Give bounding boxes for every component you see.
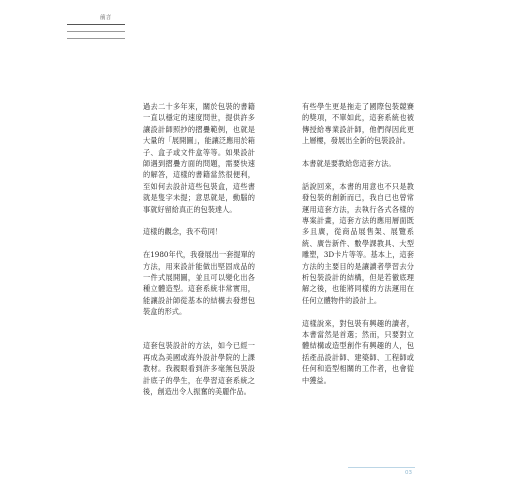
header-rule (67, 24, 125, 25)
paragraph: 話說回來，本書的用意也不只是教發包裝的創新而已，我自已也曾常運用這套方法，去執行各式各樣的專案計畫，這套方法的應用層面既多且廣，從商品展售架、展覽系統、廣告新件、數學課教具、大型雕塑，3D卡片等等。基本上，這套方法的主要目的是讓讀者學習去分析包裝設計的結構，但是若徹底理解之後，也能將同樣的方法運用在任何立體物件的設計上。 (302, 181, 414, 305)
paragraph: 過去二十多年來，關於包裝的書籍一直以穩定的速度問世，提供許多讓設計師照抄的摺疊範例，也就是大量的「展開圖」，能讓泛應用於箱子、盒子或文件盒等等。如果設計師遇到摺疊方面的問題，需要快速的解答，這樣的書籍當然很便利，至如何去設計這些包裝盒，這些書就是隻字未提；意思就是，動腦的事就好留給真正的包裝達人。 (143, 102, 255, 214)
paragraph: 在1980年代，我發展出一套提單的方法，用來設計能做出堅固成品的一件式展開圖，並且可以變化出各種立體造型。這套系統非常實用，能讓設計師從基本的結構去發想包裝盒的形式。 (143, 250, 255, 317)
paragraph: 這套包裝設計的方法，如今已經一再成為美國或海外設計學院的上課教材。我親眼看到許多毫無包裝設計底子的學生，在學習這套系統之後，創造出令人振奮的美麗作品。 (143, 341, 255, 397)
paragraph: 這樣說來，對包裝有興趣的讀者，本書當然是首選；然而，只要對立體結構或造型創作有興趣的人，包括產品設計師、建築師、工程師或任何和造型相關的工作者，也會從中獲益。 (302, 318, 414, 385)
right-text-column (302, 101, 414, 398)
page-number: 03 (405, 470, 412, 476)
paragraph: 有些學生更是拖走了國際包裝競賽的獎項，不單如此，這套系統也被傳授給專業設計師，他們得因此更上層樓，發展出全新的包裝設計。 (302, 102, 414, 146)
paragraph: 這樣的觀念，我不苟同！ (143, 227, 223, 237)
paragraph: 本書就是要教給您這套方法。 (302, 159, 396, 169)
footer-rule (348, 467, 415, 468)
section-title: 前言 (100, 15, 112, 21)
header-rule (67, 38, 125, 39)
header-rule (67, 31, 125, 32)
left-text-column (143, 101, 255, 409)
